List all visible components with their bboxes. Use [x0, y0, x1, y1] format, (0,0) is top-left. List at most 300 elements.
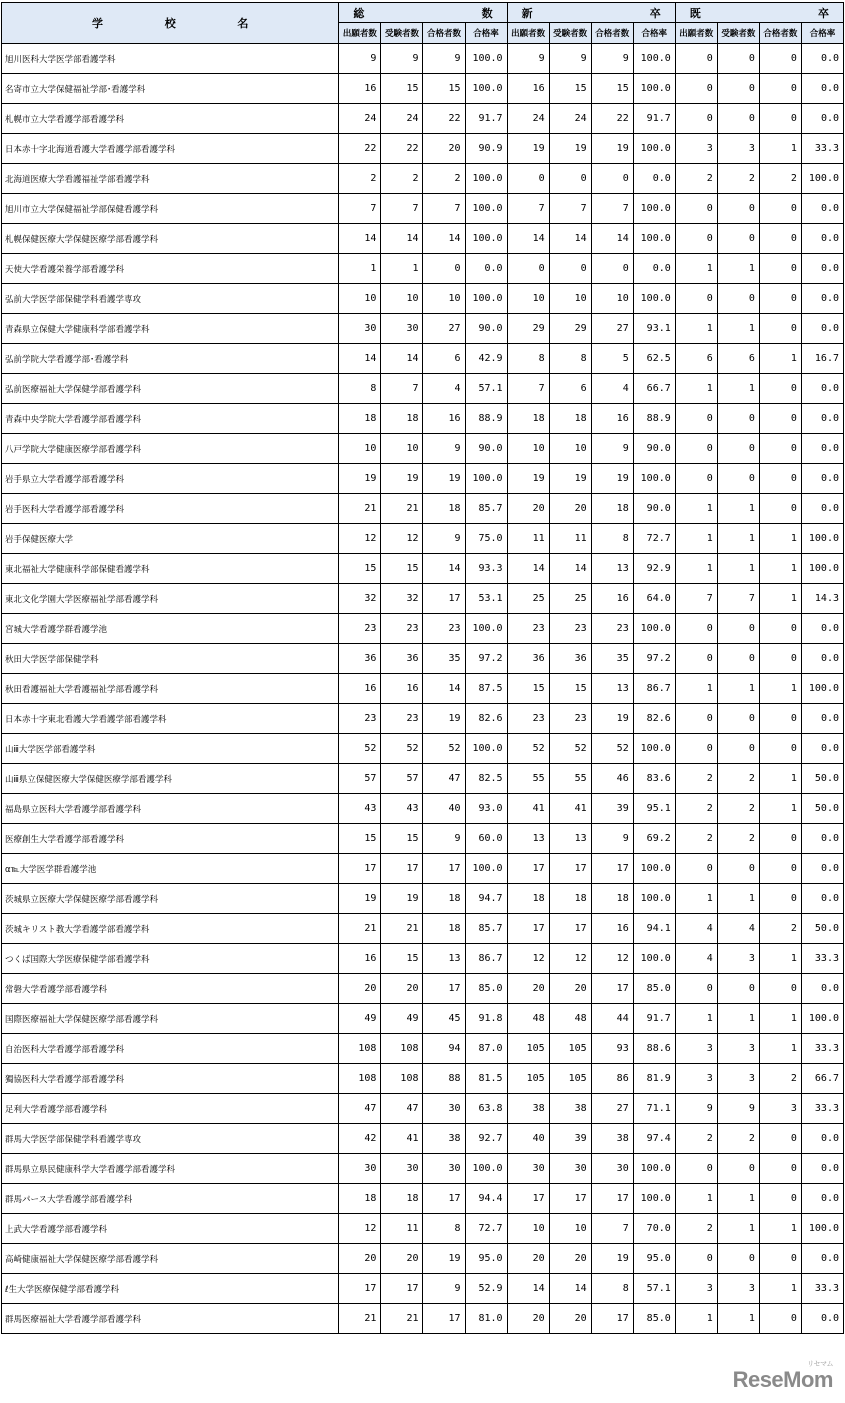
count-cell: 12: [339, 1214, 381, 1244]
count-cell: 8: [423, 1214, 465, 1244]
pass-rate-cell: 100.0: [633, 854, 675, 884]
count-cell: 8: [591, 524, 633, 554]
new-grad-group-header: 新 卒: [507, 3, 675, 23]
count-cell: 17: [591, 854, 633, 884]
count-cell: 14: [381, 224, 423, 254]
pass-rate-cell: 85.0: [633, 974, 675, 1004]
count-cell: 48: [507, 1004, 549, 1034]
total-group-header: 総 数: [339, 3, 507, 23]
count-cell: 17: [507, 854, 549, 884]
count-cell: 17: [507, 1184, 549, 1214]
count-cell: 0: [717, 44, 759, 74]
count-cell: 44: [591, 1004, 633, 1034]
count-cell: 11: [549, 524, 591, 554]
count-cell: 0: [675, 224, 717, 254]
count-cell: 14: [549, 1274, 591, 1304]
count-cell: 19: [591, 134, 633, 164]
count-cell: 20: [549, 974, 591, 1004]
count-cell: 23: [549, 614, 591, 644]
count-cell: 0: [717, 194, 759, 224]
count-cell: 16: [381, 674, 423, 704]
count-cell: 105: [549, 1034, 591, 1064]
count-cell: 1: [759, 134, 801, 164]
count-cell: 16: [591, 584, 633, 614]
count-cell: 105: [507, 1034, 549, 1064]
count-cell: 2: [381, 164, 423, 194]
count-cell: 19: [507, 464, 549, 494]
count-cell: 11: [507, 524, 549, 554]
table-row: [2, 1274, 844, 1304]
pass-rate-cell: 93.3: [465, 554, 507, 584]
count-cell: 10: [381, 434, 423, 464]
pass-rate-cell: 33.3: [801, 134, 843, 164]
pass-rate-cell: 0.0: [465, 254, 507, 284]
count-cell: 1: [717, 1184, 759, 1214]
count-cell: 43: [381, 794, 423, 824]
count-cell: 9: [675, 1094, 717, 1124]
pass-rate-cell: 100.0: [465, 1154, 507, 1184]
count-cell: 10: [549, 434, 591, 464]
count-cell: 20: [507, 1244, 549, 1274]
school-name-cell: 山ⅲ大学医学部看護学科: [2, 734, 339, 764]
count-cell: 7: [339, 194, 381, 224]
count-cell: 9: [423, 434, 465, 464]
count-cell: 1: [759, 674, 801, 704]
school-name-cell: 日本赤十字東北看護大学看護学部看護学科: [2, 704, 339, 734]
count-cell: 1: [675, 494, 717, 524]
count-cell: 30: [549, 1154, 591, 1184]
school-name-cell: 東北文化学園大学医療福祉学部看護学科: [2, 584, 339, 614]
pass-rate-cell: 0.0: [801, 1154, 843, 1184]
past-grad-group-header: 既 卒: [675, 3, 843, 23]
count-cell: 3: [675, 134, 717, 164]
pass-rate-cell: 0.0: [801, 74, 843, 104]
count-cell: 17: [423, 854, 465, 884]
count-cell: 10: [591, 284, 633, 314]
count-cell: 57: [339, 764, 381, 794]
count-cell: 30: [507, 1154, 549, 1184]
count-cell: 2: [759, 914, 801, 944]
table-row: [2, 944, 844, 974]
pass-rate-cell: 0.0: [801, 404, 843, 434]
count-cell: 17: [339, 854, 381, 884]
table-row: [2, 734, 844, 764]
count-cell: 9: [549, 44, 591, 74]
count-cell: 43: [339, 794, 381, 824]
pass-rate-cell: 100.0: [801, 524, 843, 554]
school-name-cell: 群馬大学医学部保健学科看護学専攻: [2, 1124, 339, 1154]
count-cell: 12: [339, 524, 381, 554]
count-cell: 10: [507, 284, 549, 314]
count-cell: 7: [381, 374, 423, 404]
count-cell: 19: [591, 464, 633, 494]
pass-rate-cell: 100.0: [801, 164, 843, 194]
count-cell: 30: [339, 314, 381, 344]
table-row: [2, 554, 844, 584]
count-cell: 0: [423, 254, 465, 284]
school-name-cell: 弘前大学医学部保健学科看護学専攻: [2, 284, 339, 314]
count-cell: 8: [507, 344, 549, 374]
count-cell: 15: [549, 674, 591, 704]
pass-rate-cell: 100.0: [633, 44, 675, 74]
count-cell: 18: [381, 1184, 423, 1214]
count-cell: 42: [339, 1124, 381, 1154]
count-cell: 17: [591, 974, 633, 1004]
count-cell: 1: [717, 1304, 759, 1334]
count-cell: 25: [507, 584, 549, 614]
table-row: [2, 1064, 844, 1094]
school-name-cell: 秋田大学医学部保健学科: [2, 644, 339, 674]
subcolumn-header: 出願者数: [675, 23, 717, 44]
count-cell: 108: [339, 1034, 381, 1064]
count-cell: 21: [339, 494, 381, 524]
count-cell: 0: [759, 374, 801, 404]
count-cell: 0: [675, 434, 717, 464]
count-cell: 36: [381, 644, 423, 674]
school-name-cell: 獨協医科大学看護学部看護学科: [2, 1064, 339, 1094]
table-row: [2, 914, 844, 944]
count-cell: 0: [717, 74, 759, 104]
count-cell: 21: [381, 1304, 423, 1334]
count-cell: 30: [339, 1154, 381, 1184]
count-cell: 2: [717, 824, 759, 854]
count-cell: 1: [675, 1304, 717, 1334]
count-cell: 1: [675, 314, 717, 344]
count-cell: 1: [717, 1004, 759, 1034]
count-cell: 0: [759, 464, 801, 494]
count-cell: 19: [549, 134, 591, 164]
count-cell: 0: [675, 614, 717, 644]
count-cell: 14: [507, 554, 549, 584]
pass-rate-cell: 100.0: [633, 224, 675, 254]
table-row: [2, 284, 844, 314]
count-cell: 17: [591, 1184, 633, 1214]
count-cell: 24: [507, 104, 549, 134]
count-cell: 94: [423, 1034, 465, 1064]
count-cell: 12: [591, 944, 633, 974]
table-row: [2, 1124, 844, 1154]
count-cell: 3: [675, 1034, 717, 1064]
pass-rate-cell: 0.0: [801, 284, 843, 314]
pass-rate-cell: 52.9: [465, 1274, 507, 1304]
count-cell: 0: [717, 284, 759, 314]
count-cell: 39: [591, 794, 633, 824]
table-row: [2, 704, 844, 734]
count-cell: 9: [507, 44, 549, 74]
count-cell: 2: [717, 794, 759, 824]
count-cell: 13: [591, 674, 633, 704]
count-cell: 17: [423, 584, 465, 614]
count-cell: 4: [423, 374, 465, 404]
count-cell: 1: [759, 944, 801, 974]
pass-rate-cell: 100.0: [801, 1214, 843, 1244]
count-cell: 30: [423, 1094, 465, 1124]
count-cell: 27: [423, 314, 465, 344]
table-row: [2, 584, 844, 614]
pass-rate-cell: 91.8: [465, 1004, 507, 1034]
count-cell: 10: [381, 284, 423, 314]
count-cell: 9: [591, 824, 633, 854]
count-cell: 21: [339, 914, 381, 944]
school-name-cell: つくば国際大学医療保健学部看護学科: [2, 944, 339, 974]
count-cell: 4: [591, 374, 633, 404]
pass-rate-cell: 92.7: [465, 1124, 507, 1154]
pass-rate-cell: 50.0: [801, 794, 843, 824]
count-cell: 9: [423, 824, 465, 854]
school-name-cell: 札幌保健医療大学保健医療学部看護学科: [2, 224, 339, 254]
count-cell: 2: [675, 164, 717, 194]
count-cell: 1: [675, 524, 717, 554]
school-name-cell: 岩手医科大学看護学部看護学科: [2, 494, 339, 524]
count-cell: 0: [759, 44, 801, 74]
count-cell: 20: [381, 1244, 423, 1274]
school-name-cell: 高崎健康福祉大学保健医療学部看護学科: [2, 1244, 339, 1274]
count-cell: 108: [381, 1034, 423, 1064]
count-cell: 55: [549, 764, 591, 794]
count-cell: 16: [339, 944, 381, 974]
count-cell: 2: [675, 824, 717, 854]
pass-rate-cell: 50.0: [801, 914, 843, 944]
pass-rate-cell: 91.7: [633, 1004, 675, 1034]
count-cell: 19: [591, 1244, 633, 1274]
count-cell: 4: [675, 914, 717, 944]
school-name-cell: 岩手県立大学看護学部看護学科: [2, 464, 339, 494]
subcolumn-header: 出願者数: [339, 23, 381, 44]
count-cell: 14: [591, 224, 633, 254]
pass-rate-cell: 97.2: [465, 644, 507, 674]
count-cell: 0: [675, 1244, 717, 1274]
pass-rate-cell: 100.0: [633, 194, 675, 224]
count-cell: 18: [423, 494, 465, 524]
pass-rate-cell: 0.0: [801, 434, 843, 464]
count-cell: 14: [423, 224, 465, 254]
count-cell: 29: [507, 314, 549, 344]
pass-rate-cell: 85.7: [465, 494, 507, 524]
count-cell: 30: [423, 1154, 465, 1184]
count-cell: 20: [339, 1244, 381, 1274]
pass-rate-cell: 93.1: [633, 314, 675, 344]
pass-rate-cell: 0.0: [801, 854, 843, 884]
school-name-cell: 福島県立医科大学看護学部看護学科: [2, 794, 339, 824]
count-cell: 86: [591, 1064, 633, 1094]
count-cell: 1: [759, 344, 801, 374]
count-cell: 20: [507, 1304, 549, 1334]
pass-rate-cell: 57.1: [465, 374, 507, 404]
school-name-cell: 足利大学看護学部看護学科: [2, 1094, 339, 1124]
count-cell: 52: [507, 734, 549, 764]
count-cell: 17: [507, 914, 549, 944]
count-cell: 2: [675, 764, 717, 794]
school-name-cell: 山ⅲ県立保健医療大学保健医療学部看護学科: [2, 764, 339, 794]
count-cell: 0: [759, 854, 801, 884]
count-cell: 19: [507, 134, 549, 164]
count-cell: 1: [675, 254, 717, 284]
count-cell: 18: [423, 914, 465, 944]
count-cell: 35: [591, 644, 633, 674]
count-cell: 17: [549, 854, 591, 884]
pass-rate-cell: 85.7: [465, 914, 507, 944]
count-cell: 18: [339, 1184, 381, 1214]
pass-rate-cell: 91.7: [633, 104, 675, 134]
table-row: [2, 314, 844, 344]
pass-rate-cell: 100.0: [465, 194, 507, 224]
count-cell: 0: [675, 284, 717, 314]
count-cell: 88: [423, 1064, 465, 1094]
pass-rate-cell: 33.3: [801, 1034, 843, 1064]
count-cell: 7: [381, 194, 423, 224]
school-name-cell: 自治医科大学看護学部看護学科: [2, 1034, 339, 1064]
count-cell: 19: [423, 1244, 465, 1274]
subcolumn-header: 受験者数: [381, 23, 423, 44]
count-cell: 1: [717, 494, 759, 524]
count-cell: 0: [675, 194, 717, 224]
pass-rate-cell: 85.0: [465, 974, 507, 1004]
count-cell: 1: [717, 314, 759, 344]
school-name-cell: 秋田看護福祉大学看護福祉学部看護学科: [2, 674, 339, 704]
count-cell: 18: [339, 404, 381, 434]
school-name-cell: 北海道医療大学看護福祉学部看護学科: [2, 164, 339, 194]
count-cell: 7: [675, 584, 717, 614]
pass-rate-cell: 0.0: [801, 314, 843, 344]
count-cell: 22: [339, 134, 381, 164]
table-row: [2, 1304, 844, 1334]
count-cell: 0: [759, 194, 801, 224]
count-cell: 1: [717, 554, 759, 584]
count-cell: 15: [381, 824, 423, 854]
count-cell: 9: [381, 44, 423, 74]
table-row: [2, 134, 844, 164]
table-row: [2, 794, 844, 824]
count-cell: 1: [759, 1034, 801, 1064]
count-cell: 2: [717, 764, 759, 794]
pass-rate-cell: 93.0: [465, 794, 507, 824]
count-cell: 3: [759, 1094, 801, 1124]
count-cell: 23: [549, 704, 591, 734]
pass-rate-cell: 16.7: [801, 344, 843, 374]
count-cell: 24: [549, 104, 591, 134]
pass-rate-cell: 81.5: [465, 1064, 507, 1094]
pass-rate-cell: 97.4: [633, 1124, 675, 1154]
pass-rate-cell: 53.1: [465, 584, 507, 614]
table-row: [2, 884, 844, 914]
count-cell: 47: [339, 1094, 381, 1124]
count-cell: 14: [339, 344, 381, 374]
count-cell: 40: [507, 1124, 549, 1154]
count-cell: 3: [717, 1064, 759, 1094]
count-cell: 9: [339, 44, 381, 74]
count-cell: 7: [591, 1214, 633, 1244]
count-cell: 0: [675, 404, 717, 434]
school-name-cell: 旭川医科大学医学部看護学科: [2, 44, 339, 74]
pass-rate-cell: 100.0: [801, 674, 843, 704]
count-cell: 12: [549, 944, 591, 974]
pass-rate-cell: 100.0: [465, 164, 507, 194]
table-row: [2, 44, 844, 74]
pass-rate-cell: 94.7: [465, 884, 507, 914]
count-cell: 4: [675, 944, 717, 974]
pass-rate-cell: 81.0: [465, 1304, 507, 1334]
count-cell: 0: [717, 854, 759, 884]
pass-rate-cell: 90.0: [633, 494, 675, 524]
count-cell: 7: [549, 194, 591, 224]
school-name-cell: 上武大学看護学部看護学科: [2, 1214, 339, 1244]
count-cell: 52: [381, 734, 423, 764]
count-cell: 0: [759, 224, 801, 254]
count-cell: 1: [759, 794, 801, 824]
count-cell: 10: [507, 1214, 549, 1244]
school-name-header: 学 校 名: [2, 3, 339, 44]
subcolumn-header: 合格率: [465, 23, 507, 44]
count-cell: 16: [591, 404, 633, 434]
count-cell: 17: [549, 1184, 591, 1214]
count-cell: 0: [759, 644, 801, 674]
count-cell: 17: [423, 974, 465, 1004]
table-row: [2, 674, 844, 704]
table-row: [2, 614, 844, 644]
count-cell: 5: [591, 344, 633, 374]
pass-rate-cell: 100.0: [465, 734, 507, 764]
resemom-logo: リセマム ReseMom: [732, 1361, 833, 1392]
count-cell: 1: [759, 524, 801, 554]
count-cell: 1: [381, 254, 423, 284]
pass-rate-cell: 0.0: [801, 1184, 843, 1214]
count-cell: 0: [591, 254, 633, 284]
count-cell: 52: [549, 734, 591, 764]
count-cell: 0: [759, 104, 801, 134]
count-cell: 8: [339, 374, 381, 404]
count-cell: 18: [507, 404, 549, 434]
count-cell: 9: [423, 1274, 465, 1304]
count-cell: 6: [717, 344, 759, 374]
count-cell: 19: [423, 464, 465, 494]
pass-rate-cell: 0.0: [801, 1124, 843, 1154]
count-cell: 18: [549, 884, 591, 914]
count-cell: 105: [549, 1064, 591, 1094]
pass-rate-cell: 88.9: [465, 404, 507, 434]
pass-rate-cell: 33.3: [801, 1094, 843, 1124]
count-cell: 0: [717, 614, 759, 644]
pass-rate-cell: 72.7: [633, 524, 675, 554]
count-cell: 35: [423, 644, 465, 674]
count-cell: 0: [759, 404, 801, 434]
table-row: [2, 254, 844, 284]
pass-rate-cell: 70.0: [633, 1214, 675, 1244]
pass-rate-cell: 33.3: [801, 944, 843, 974]
count-cell: 12: [507, 944, 549, 974]
count-cell: 0: [759, 1154, 801, 1184]
pass-rate-cell: 95.0: [465, 1244, 507, 1274]
count-cell: 7: [717, 584, 759, 614]
count-cell: 23: [507, 704, 549, 734]
count-cell: 14: [549, 224, 591, 254]
count-cell: 18: [381, 404, 423, 434]
count-cell: 38: [549, 1094, 591, 1124]
count-cell: 18: [591, 494, 633, 524]
school-name-cell: α℡大学医学群看護学池: [2, 854, 339, 884]
pass-rate-cell: 0.0: [801, 44, 843, 74]
count-cell: 18: [549, 404, 591, 434]
count-cell: 20: [339, 974, 381, 1004]
table-row: [2, 164, 844, 194]
school-name-cell: 常磐大学看護学部看護学科: [2, 974, 339, 1004]
pass-rate-cell: 87.0: [465, 1034, 507, 1064]
table-row: [2, 1094, 844, 1124]
school-name-cell: 医療創生大学看護学部看護学科: [2, 824, 339, 854]
count-cell: 0: [759, 1304, 801, 1334]
pass-rate-cell: 100.0: [465, 284, 507, 314]
count-cell: 32: [381, 584, 423, 614]
count-cell: 7: [507, 194, 549, 224]
